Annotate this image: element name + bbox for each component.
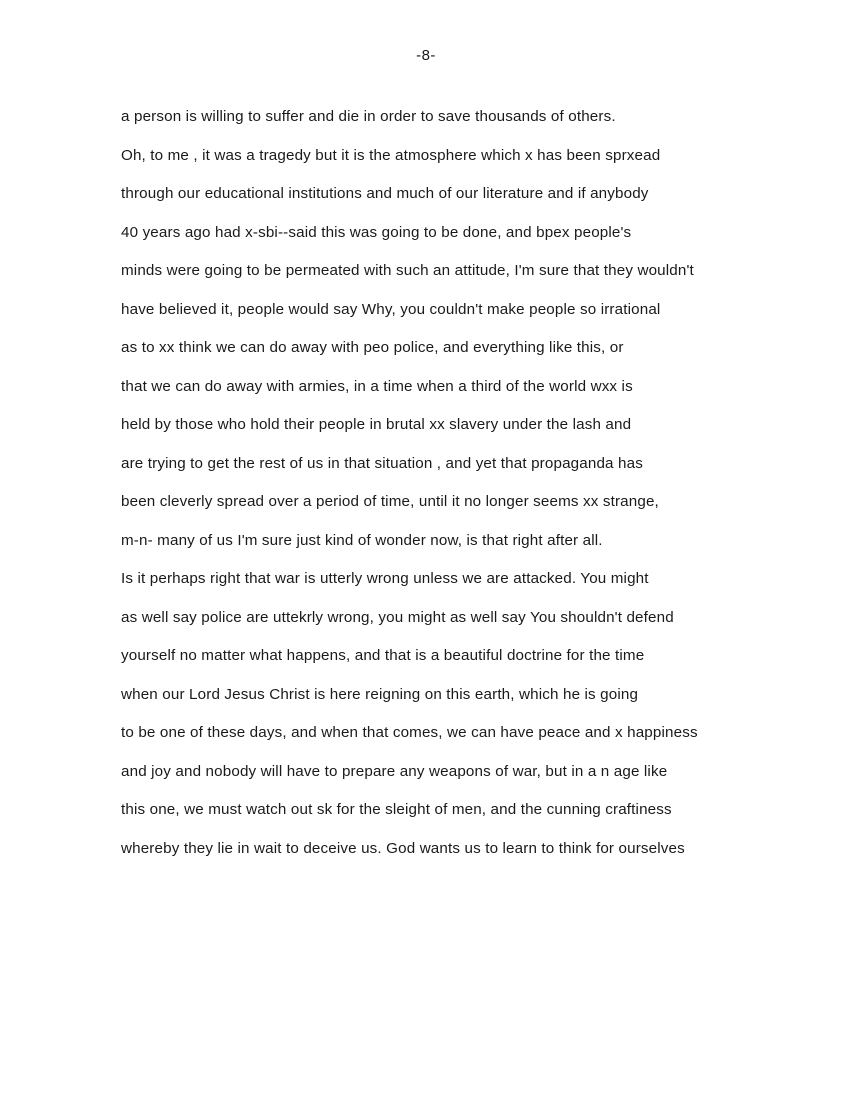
text-line: through our educational institutions and much of our literature and if anybody xyxy=(121,185,649,202)
text-line: are trying to get the rest of us in that situation , and yet that propaganda has xyxy=(121,454,643,472)
text-line: minds were going to be permeated with such an attitude, I'm sure that they wouldn't xyxy=(121,262,694,279)
text-line: this one, we must watch out sk for the sleight of men, and the cunning craftiness xyxy=(121,801,672,818)
text-line: Is it perhaps right that war is utterly wrong unless we are attacked. You might xyxy=(121,570,649,587)
text-line: been cleverly spread over a period of time, until it no longer seems xx strange, xyxy=(121,493,659,510)
text-line: and joy and nobody will have to prepare any weapons of war, but in a n age like xyxy=(121,762,668,780)
text-line: have believed it, people would say Why, you couldn't make people so irrational xyxy=(121,300,661,318)
text-line: as to xx think we can do away with peo police, and everything like this, or xyxy=(121,339,624,356)
text-line: that we can do away with armies, in a time when a third of the world wxx is xyxy=(121,377,633,395)
text-line: when our Lord Jesus Christ is here reigning on this earth, which he is going xyxy=(121,685,639,703)
text-line: yourself no matter what happens, and that is a beautiful doctrine for the time xyxy=(121,647,645,664)
text-line: whereby they lie in wait to deceive us. God wants us to learn to think for ourselves xyxy=(121,839,685,857)
text-line: Oh, to me , it was a tragedy but it is the atmosphere which x has been sprxead xyxy=(121,146,661,164)
text-line: m-n- many of us I'm sure just kind of wonder now, is that right after all. xyxy=(121,531,603,549)
text-line: a person is willing to suffer and die in order to save thousands of others. xyxy=(121,108,616,125)
page-number: -8- xyxy=(416,47,436,64)
text-line: 40 years ago had x-sbi--said this was going to be done, and bpex people's xyxy=(121,223,632,241)
body-text xyxy=(121,105,831,875)
text-line: to be one of these days, and when that comes, we can have peace and x happiness xyxy=(121,724,698,741)
text-line: as well say police are uttekrly wrong, you might as well say You shouldn't defend xyxy=(121,608,674,626)
text-line: held by those who hold their people in brutal xx slavery under the lash and xyxy=(121,416,632,433)
